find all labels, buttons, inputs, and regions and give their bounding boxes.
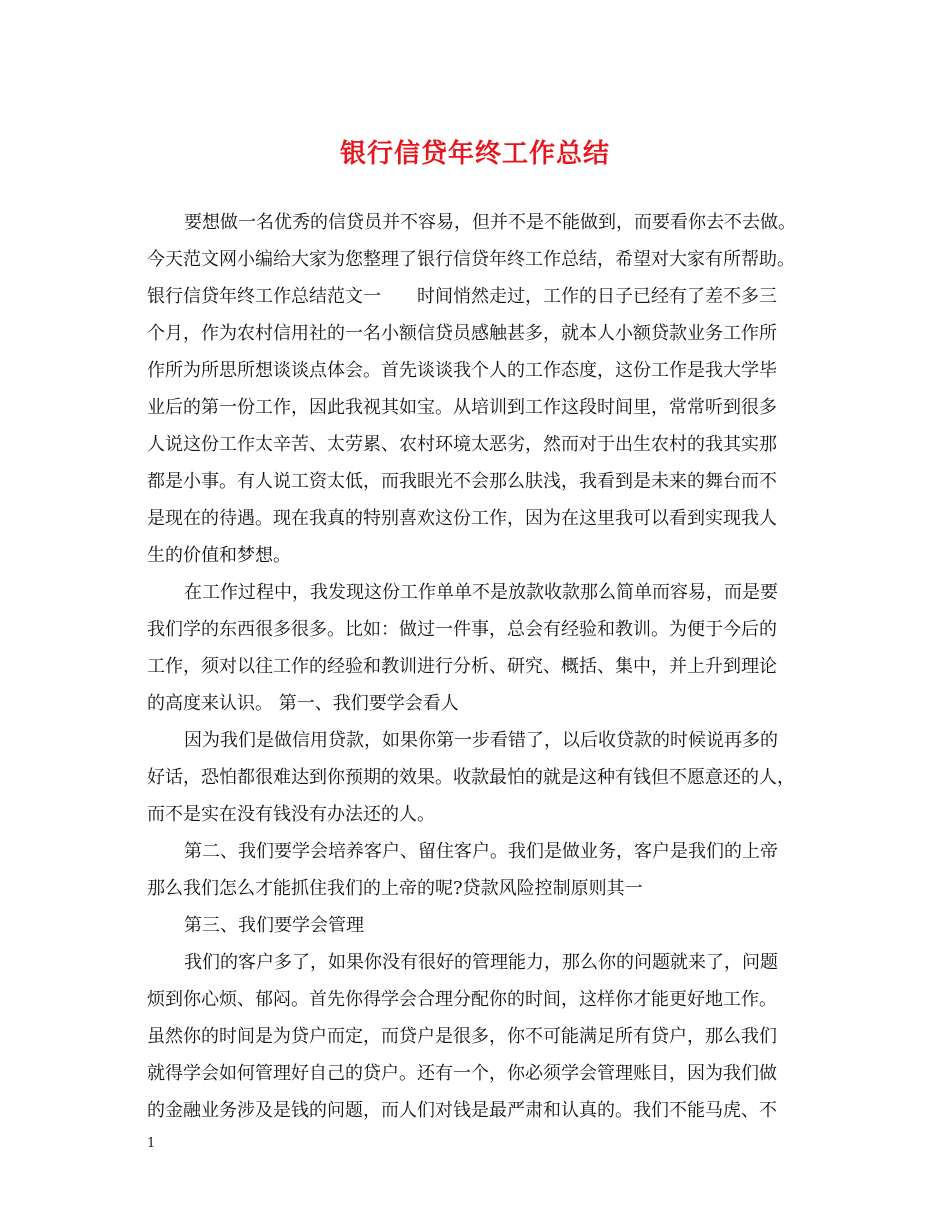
text-line: 烦到你心烦、郁闷。首先你得学会合理分配你的时间，这样你才能更好地工作。 bbox=[147, 989, 777, 1010]
text-line: 虽然你的时间是为贷户而定，而贷户是很多，你不可能满足所有贷户，那么我们 bbox=[147, 1026, 777, 1047]
text-line: 第三、我们要学会管理 bbox=[184, 915, 364, 936]
text-line: 我们学的东西很多很多。比如：做过一件事，总会有经验和教训。为便于今后的 bbox=[147, 619, 777, 640]
text-line: 而不是实在没有钱没有办法还的人。 bbox=[147, 804, 435, 825]
document-body bbox=[147, 204, 812, 1129]
text-line: 我们的客户多了，如果你没有很好的管理能力，那么你的问题就来了，问题 bbox=[184, 952, 778, 973]
text-line: 作所为所思所想谈谈点体会。首先谈谈我个人的工作态度，这份工作是我大学毕 bbox=[147, 360, 777, 381]
text-line: 今天范文网小编给大家为您整理了银行信贷年终工作总结，希望对大家有所帮助。 bbox=[147, 249, 795, 270]
text-line: 人说这份工作太辛苦、太劳累、农村环境太恶劣，然而对于出生农村的我其实那 bbox=[147, 434, 777, 455]
text-line: 工作，须对以往工作的经验和教训进行分析、研究、概括、集中，并上升到理论 bbox=[147, 656, 777, 677]
text-line: 好话，恐怕都很难达到你预期的效果。收款最怕的就是这种有钱但不愿意还的人， bbox=[147, 767, 795, 788]
text-line: 要想做一名优秀的信贷员并不容易，但并不是不能做到，而要看你去不去做。 bbox=[184, 212, 796, 233]
text-line: 因为我们是做信用贷款，如果你第一步看错了，以后收贷款的时候说再多的 bbox=[184, 730, 778, 751]
document-title: 银行信贷年终工作总结 bbox=[339, 139, 610, 169]
text-line: 第二、我们要学会培养客户、留住客户。我们是做业务，客户是我们的上帝 bbox=[184, 841, 778, 862]
text-line: 就得学会如何管理好自己的贷户。还有一个，你必须学会管理账目，因为我们做 bbox=[147, 1063, 777, 1084]
text-line: 的高度来认识。 第一、我们要学会看人 bbox=[147, 693, 459, 714]
text-line: 在工作过程中，我发现这份工作单单不是放款收款那么简单而容易，而是要 bbox=[184, 582, 778, 603]
text-line: 生的价值和梦想。 bbox=[147, 545, 291, 566]
text-line: 个月，作为农村信用社的一名小额信贷员感触甚多，就本人小额贷款业务工作所 bbox=[147, 323, 777, 344]
text-line: 那么我们怎么才能抓住我们的上帝的呢?贷款风险控制原则其一 bbox=[147, 878, 643, 899]
text-line: 都是小事。有人说工资太低，而我眼光不会那么肤浅，我看到是未来的舞台而不 bbox=[147, 471, 777, 492]
text-line: 银行信贷年终工作总结范文一 时间悄然走过，工作的日子已经有了差不多三 bbox=[147, 286, 777, 307]
text-line: 的金融业务涉及是钱的问题，而人们对钱是最严肃和认真的。我们不能马虎、不 bbox=[147, 1100, 777, 1121]
text-line: 是现在的待遇。现在我真的特别喜欢这份工作，因为在这里我可以看到实现我人 bbox=[147, 508, 777, 529]
text-line: 业后的第一份工作，因此我视其如宝。从培训到工作这段时间里，常常听到很多 bbox=[147, 397, 777, 418]
page-number: 1 bbox=[147, 1136, 156, 1151]
